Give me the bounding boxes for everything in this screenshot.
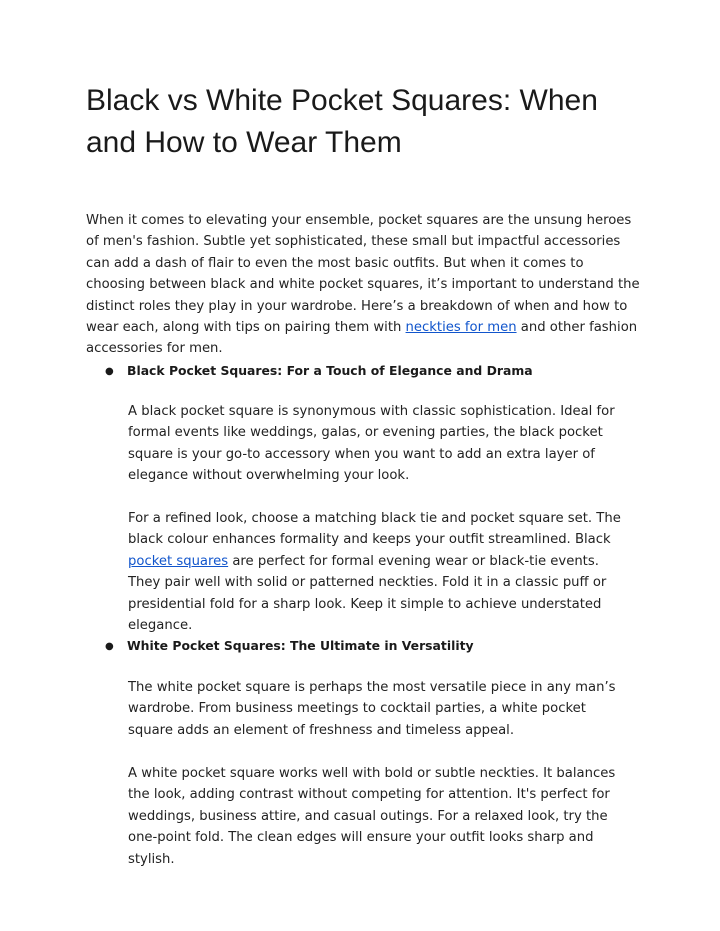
black-para2-text-start: For a refined look, choose a matching black tie and pocket square set. The black colour enhances formality and keeps your outfit streamlined. Black (128, 511, 621, 548)
white-section-paragraph-2: A white pocket square works well with bold or subtle neckties. It balances the look, adding contrast without competing for attention. It's perfect for weddings, business attire, and casual outings. For a relaxed look, try the one-point fold. The clean edges will ensure your outfit looks sharp and stylish. (128, 766, 616, 867)
intro-paragraph (86, 210, 646, 360)
bullet-icon: ● (105, 366, 114, 377)
white-section-paragraph-1: The white pocket square is perhaps the most versatile piece in any man’s wardrobe. From business meetings to cocktail parties, a white pocket square adds an element of freshness and timeless appeal. (128, 680, 616, 738)
white-section-heading-text: White Pocket Squares: The Ultimate in Versatility (127, 638, 474, 653)
black-section-heading (105, 361, 665, 382)
black-section-heading-text: Black Pocket Squares: For a Touch of Elegance and Drama (127, 363, 533, 378)
black-section-paragraph-1: A black pocket square is synonymous with classic sophistication. Ideal for formal events like weddings, galas, or evening parties, the black pocket square is your go-to accessory when you want to add an extra layer of elegance without overwhelming your look. (128, 404, 615, 484)
page-title: Black vs White Pocket Squares: When and How to Wear Them (86, 84, 598, 159)
black-para2-text-end: are perfect for formal evening wear or black-tie events. They pair well with solid or patterned neckties. Fold it in a classic puff or presidential fold for a sharp look. Keep it simple to achieve understated elegance. (128, 553, 607, 634)
bullet-icon: ● (105, 641, 114, 652)
black-section-paragraph-2 (128, 508, 633, 636)
pocket-squares-link[interactable]: pocket squares (128, 553, 229, 569)
neckties-for-men-link[interactable]: neckties for men (405, 320, 517, 336)
intro-text-start: When it comes to elevating your ensemble, pocket squares are the unsung heroes of men's fashion. Subtle yet sophisticated, these small but impactful accessories can add a dash of flair to even the most basic outfits. But when it comes to choosing between black and white pocket squares, it’s important to understand the distinct roles they play in your wardrobe. Here’s a breakdown of when and how to wear each, along with tips on pairing them with (86, 213, 640, 336)
intro-text-end: and other fashion accessories for men. (86, 320, 638, 357)
white-section-heading (105, 636, 665, 657)
